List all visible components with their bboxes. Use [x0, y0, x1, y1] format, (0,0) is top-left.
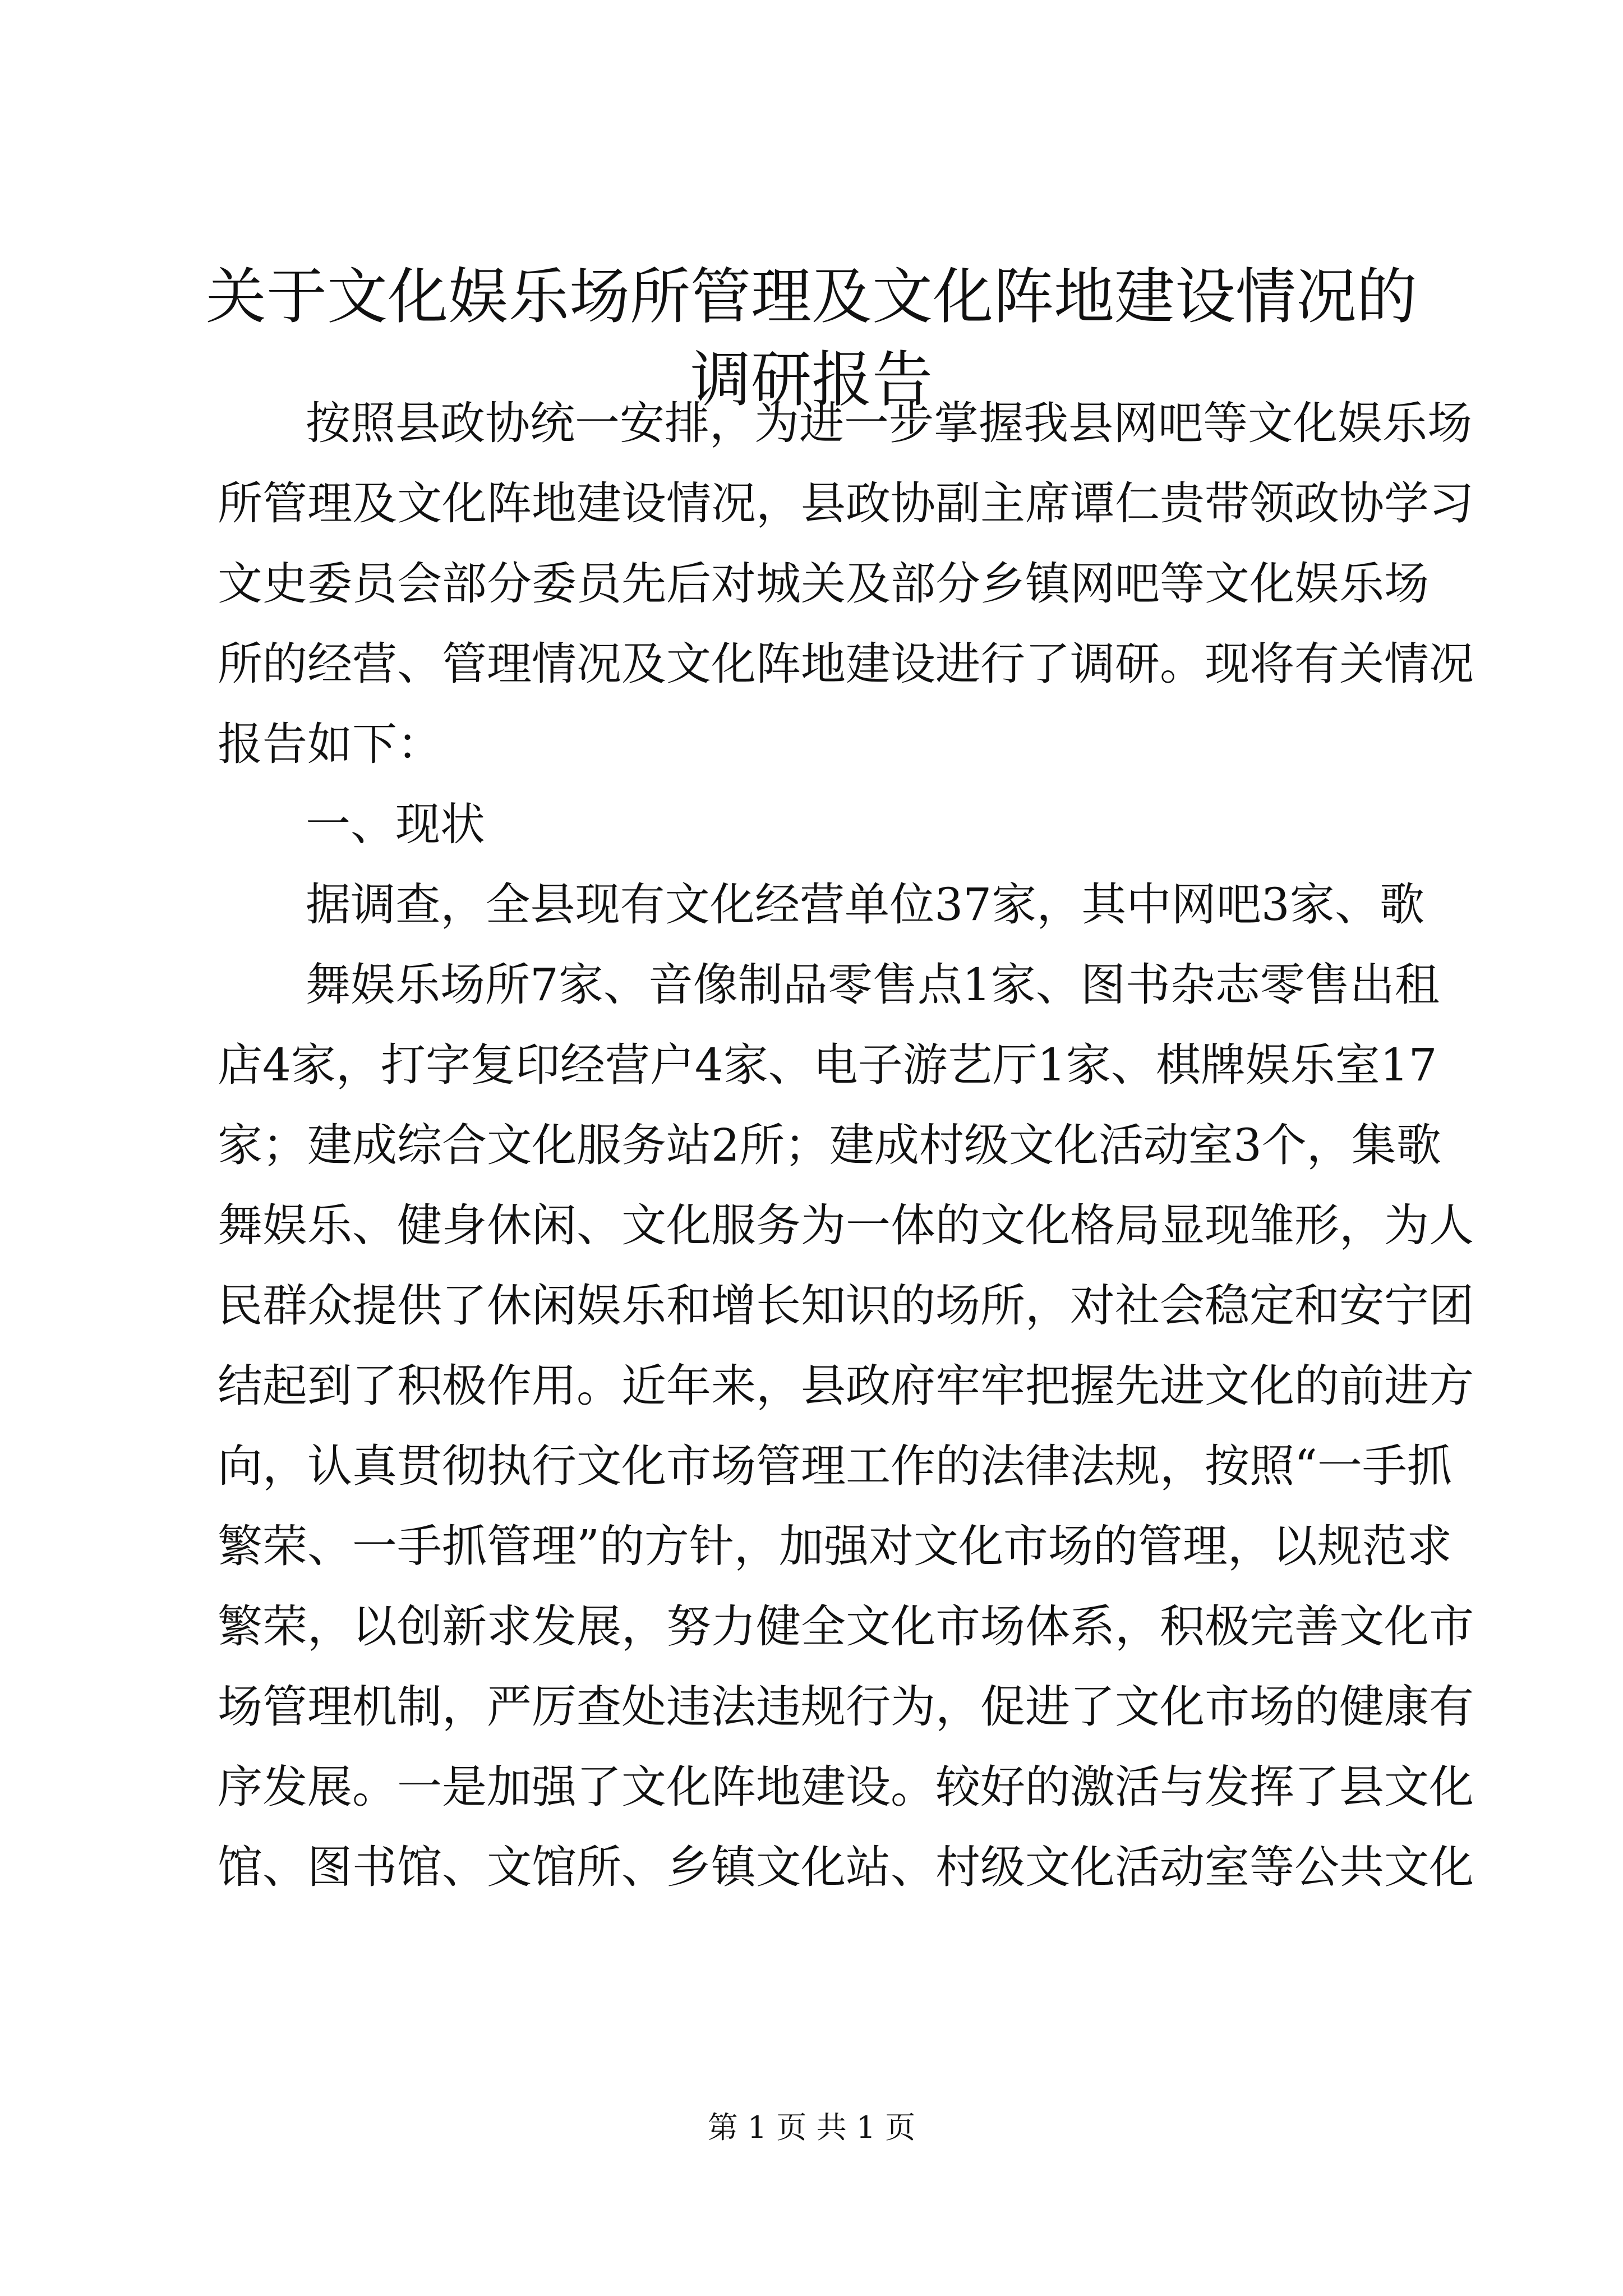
section-line-8: 向，认真贯彻执行文化市场管理工作的法律法规，按照“一手抓 — [218, 1440, 1452, 1492]
section-line-5: 舞娱乐、健身休闲、文化服务为一体的文化格局显现雏形，为人 — [218, 1199, 1474, 1251]
document-title-line-1: 关于文化娱乐场所管理及文化阵地建设情况的 — [205, 262, 1417, 332]
section-line-1: 据调查，全县现有文化经营单位37家，其中网吧3家、歌 — [306, 878, 1424, 931]
intro-line-4: 所的经营、管理情况及文化阵地建设进行了调研。现将有关情况 — [218, 638, 1474, 690]
section-line-2: 舞娱乐场所7家、音像制品零售点1家、图书杂志零售出租 — [306, 959, 1440, 1011]
section-line-10: 繁荣，以创新求发展，努力健全文化市场体系，积极完善文化市 — [218, 1600, 1474, 1653]
intro-line-1: 按照县政协统一安排，为进一步掌握我县网吧等文化娱乐场 — [306, 397, 1472, 449]
section-line-6: 民群众提供了休闲娱乐和增长知识的场所，对社会稳定和安宁团 — [218, 1280, 1474, 1332]
section-line-11: 场管理机制，严厉查处违法违规行为，促进了文化市场的健康有 — [218, 1681, 1474, 1733]
section-heading: 一、现状 — [306, 798, 485, 850]
section-line-3: 店4家，打字复印经营户4家、电子游艺厅1家、棋牌娱乐室17 — [218, 1039, 1437, 1091]
section-line-4: 家；建成综合文化服务站2所；建成村级文化活动室3个，集歌 — [218, 1119, 1441, 1171]
section-line-12: 序发展。一是加强了文化阵地建设。较好的激活与发挥了县文化 — [218, 1761, 1474, 1813]
page-number-footer: 第 1 页 共 1 页 — [707, 2110, 916, 2145]
section-line-13: 馆、图书馆、文馆所、乡镇文化站、村级文化活动室等公共文化 — [218, 1841, 1474, 1893]
intro-line-3: 文史委员会部分委员先后对城关及部分乡镇网吧等文化娱乐场 — [218, 558, 1429, 610]
section-line-7: 结起到了积极作用。近年来，县政府牢牢把握先进文化的前进方 — [218, 1360, 1474, 1412]
document-title-line-2: 调研报告 — [690, 345, 933, 415]
section-line-9: 繁荣、一手抓管理”的方针，加强对文化市场的管理，以规范求 — [218, 1520, 1452, 1572]
intro-line-2: 所管理及文化阵地建设情况，县政协副主席谭仁贵带领政协学习 — [218, 477, 1474, 530]
intro-line-5: 报告如下： — [218, 718, 442, 770]
